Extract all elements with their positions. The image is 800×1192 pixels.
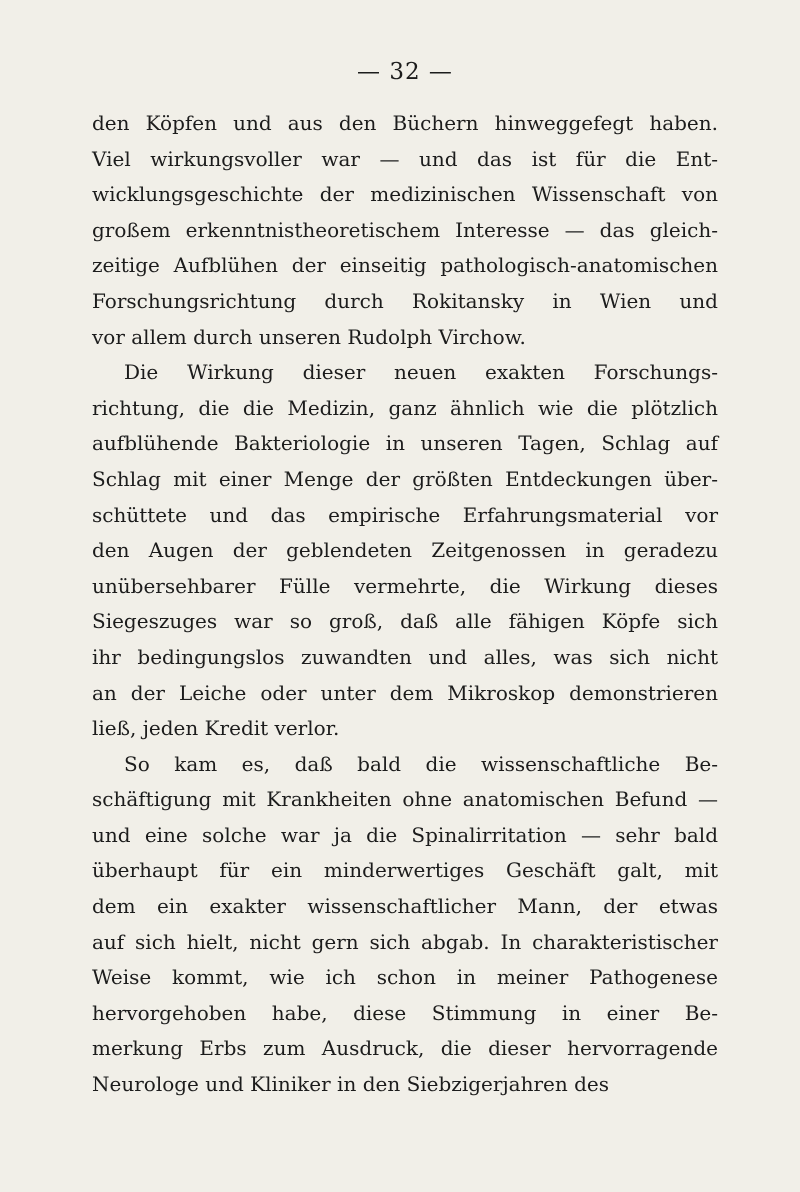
- text-line: an der Leiche oder unter dem Mikroskop demonstrieren: [92, 680, 718, 705]
- text-line: Weise kommt, wie ich schon in meiner Pathogenese: [92, 965, 718, 990]
- paragraph: [92, 106, 718, 355]
- text-line: zeitige Aufblühen der einseitig pathologisch-anatomischen: [92, 253, 718, 278]
- text-line: dem ein exakter wissenschaftlicher Mann, der etwas: [92, 894, 718, 919]
- text-line: schüttete und das empirische Erfahrungsmaterial vor: [92, 502, 718, 527]
- text-body: [92, 106, 718, 1103]
- text-line: großem erkenntnistheoretischem Interesse — das gleich-: [92, 217, 718, 242]
- text-line: hervorgehoben habe, diese Stimmung in einer Be-: [92, 1000, 718, 1025]
- text-line: schäftigung mit Krankheiten ohne anatomischen Befund —: [92, 787, 718, 812]
- text-line: auf sich hielt, nicht gern sich abgab. In charakteristischer: [92, 929, 718, 954]
- text-line: Viel wirkungsvoller war — und das ist für die Ent-: [92, 146, 718, 171]
- text-line: vor allem durch unseren Rudolph Virchow.: [92, 324, 526, 349]
- text-line: ihr bedingungslos zuwandten und alles, was sich nicht: [92, 644, 718, 669]
- text-line: ließ, jeden Kredit verlor.: [92, 716, 340, 741]
- text-line: So kam es, daß bald die wissenschaftliche Be-: [124, 751, 718, 776]
- text-line: den Augen der geblendeten Zeitgenossen in geradezu: [92, 538, 718, 563]
- text-line: aufblühende Bakteriologie in unseren Tagen, Schlag auf: [92, 431, 718, 456]
- text-line: Die Wirkung dieser neuen exakten Forschungs-: [124, 360, 718, 385]
- text-line: Siegeszuges war so groß, daß alle fähigen Köpfe sich: [92, 609, 718, 634]
- text-line: Forschungsrichtung durch Rokitansky in Wien und: [92, 288, 718, 313]
- text-line: überhaupt für ein minderwertiges Geschäft galt, mit: [92, 858, 718, 883]
- text-line: merkung Erbs zum Ausdruck, die dieser hervorragende: [92, 1036, 718, 1061]
- text-line: und eine solche war ja die Spinalirritation — sehr bald: [92, 822, 718, 847]
- paragraph: [92, 355, 718, 747]
- text-line: richtung, die die Medizin, ganz ähnlich wie die plötzlich: [92, 395, 718, 420]
- text-line: unübersehbarer Fülle vermehrte, die Wirkung dieses: [92, 573, 718, 598]
- text-line: Neurologe und Kliniker in den Siebzigerjahren des: [92, 1072, 609, 1097]
- text-line: den Köpfen und aus den Büchern hinweggefegt haben.: [92, 111, 718, 135]
- paragraph: [92, 747, 718, 1103]
- page-number: — 32 —: [357, 59, 453, 85]
- text-line: Schlag mit einer Menge der größten Entdeckungen über-: [92, 466, 718, 491]
- text-line: wicklungsgeschichte der medizinischen Wissenschaft von: [92, 182, 718, 207]
